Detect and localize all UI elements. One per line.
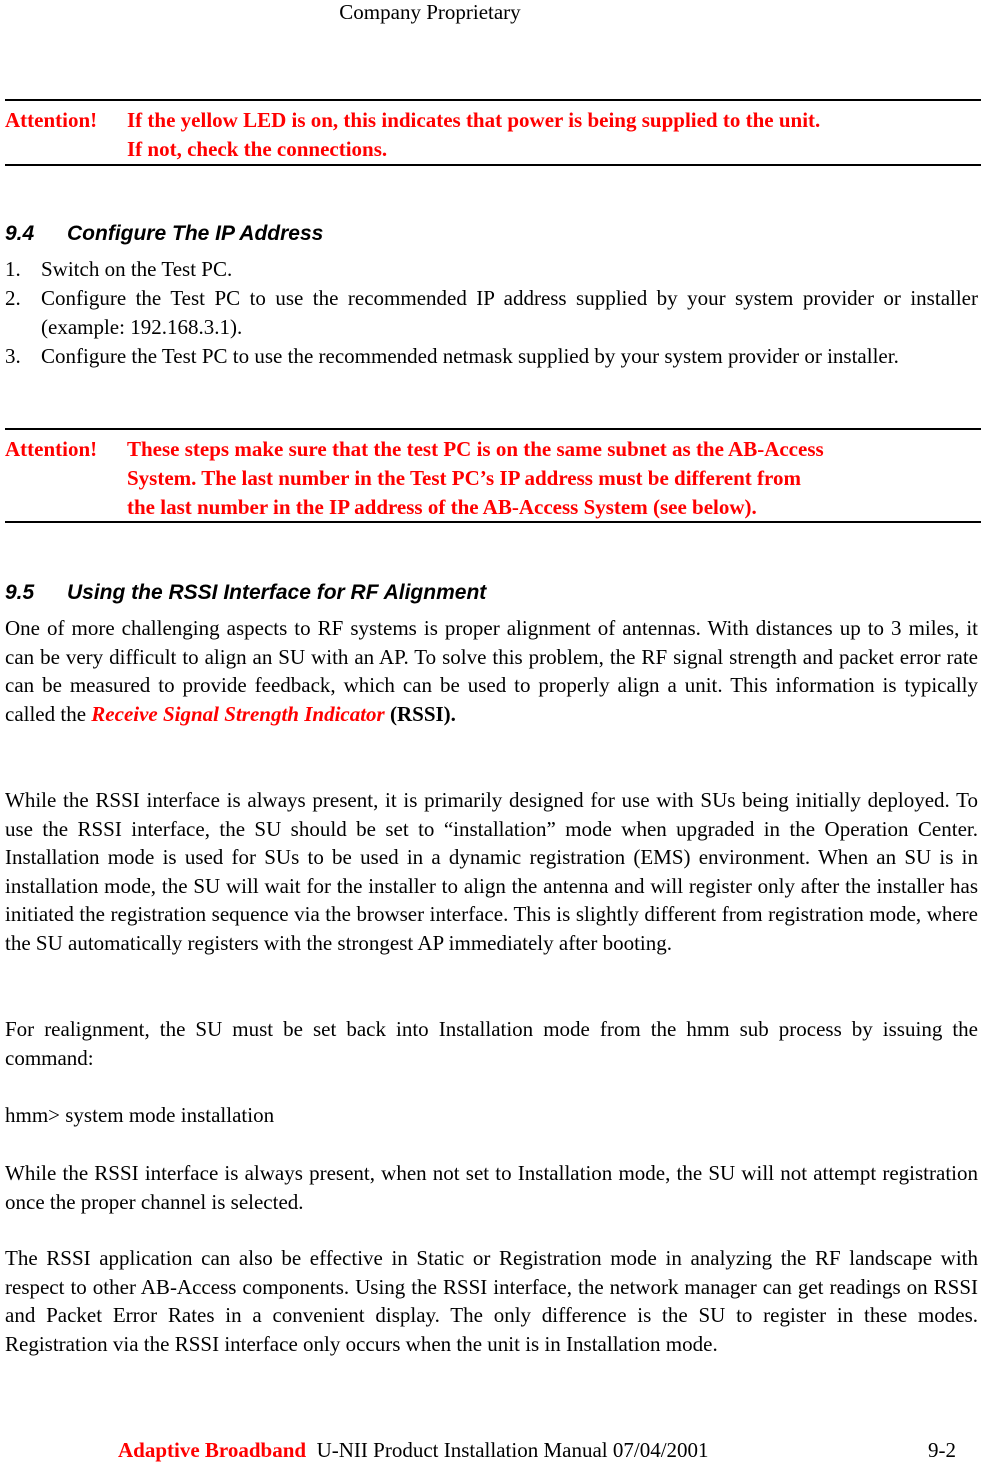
attention-label: Attention!	[5, 108, 98, 132]
paragraph-text: One of more challenging aspects to RF systems is proper alignment of antennas. With distances up to 3 miles, it can be very difficult to align an SU with an AP. To solve this problem, the RF signal strength and packet error rate can be measured to provide feedback, which can be used to properly align a unit. This information is typically called the	[5, 616, 978, 726]
step-number: 2.	[5, 286, 21, 310]
page-number: 9-2	[928, 1438, 956, 1462]
attention-bottom-rule	[5, 521, 981, 523]
attention-line: If not, check the connections.	[127, 137, 388, 161]
step-text: Switch on the Test PC.	[41, 257, 233, 281]
paragraph-intro	[5, 614, 978, 728]
section-title: Using the RSSI Interface for RF Alignment	[67, 581, 487, 604]
attention-line: System. The last number in the Test PC’s IP address must be different from	[127, 466, 801, 490]
paragraph-static-registration: The RSSI application can also be effective in Static or Registration mode in analyzing the RF landscape with respect to other AB-Access components. Using the RSSI interface, the network manager can get readings on RSSI and Packet Error Rates in a convenient display. The only difference is the SU to register in these modes. Registration via the RSSI interface only occurs when the unit is in Installation mode.	[5, 1246, 978, 1356]
attention-line: These steps make sure that the test PC is on the same subnet as the AB-Access	[127, 437, 824, 461]
section-number: 9.4	[5, 222, 35, 245]
step-number: 3.	[5, 344, 21, 368]
paragraph-installation-mode: While the RSSI interface is always present, it is primarily designed for use with SUs being initially deployed. To use the RSSI interface, the SU should be set to “installation” mode when upgraded in the Operation Center. Installation mode is used for SUs to be used in a dynamic registration (EMS) environment. When an SU is in installation mode, the SU will wait for the installer to align the antenna and will register only after the installer has initiated the registration sequence via the browser interface. This is slightly different from registration mode, where the SU automatically registers with the strongest AP immediately after booting.	[5, 788, 978, 955]
attention-top-rule	[5, 428, 981, 430]
rssi-abbrev: (RSSI).	[389, 701, 456, 726]
attention-line: If the yellow LED is on, this indicates that power is being supplied to the unit.	[127, 108, 821, 132]
step-text: Configure the Test PC to use the recommended IP address supplied by your system provider or installer (example: 192.168.3.1).	[41, 286, 978, 339]
attention-bottom-rule	[5, 164, 981, 166]
attention-top-rule	[5, 99, 981, 101]
step-text: Configure the Test PC to use the recommended netmask supplied by your system provider or installer.	[41, 344, 899, 368]
section-title: Configure The IP Address	[67, 222, 324, 245]
list-item	[5, 284, 978, 342]
list-item	[5, 342, 978, 371]
company-name: Adaptive Broadband	[118, 1438, 307, 1462]
page-footer	[118, 1437, 709, 1463]
manual-title: U-NII Product Installation Manual 07/04/2001	[316, 1438, 709, 1462]
list-item	[5, 255, 978, 284]
page-header: Company Proprietary	[339, 0, 521, 24]
attention-line: the last number in the IP address of the AB-Access System (see below).	[127, 495, 757, 519]
steps-list	[5, 255, 978, 371]
paragraph-realignment: For realignment, the SU must be set back into Installation mode from the hmm sub process by issuing the command:	[5, 1017, 978, 1070]
section-heading-9-5	[5, 580, 486, 606]
attention-label: Attention!	[5, 437, 98, 461]
section-heading-9-4	[5, 221, 323, 247]
section-number: 9.5	[5, 581, 35, 604]
rssi-term: Receive Signal Strength Indicator	[91, 701, 385, 726]
command-line: hmm> system mode installation	[5, 1103, 275, 1127]
attention-notice-power	[5, 106, 981, 164]
paragraph-not-installation: While the RSSI interface is always present, when not set to Installation mode, the SU will not attempt registration once the proper channel is selected.	[5, 1161, 978, 1214]
attention-notice-subnet	[5, 435, 981, 522]
step-number: 1.	[5, 257, 21, 281]
